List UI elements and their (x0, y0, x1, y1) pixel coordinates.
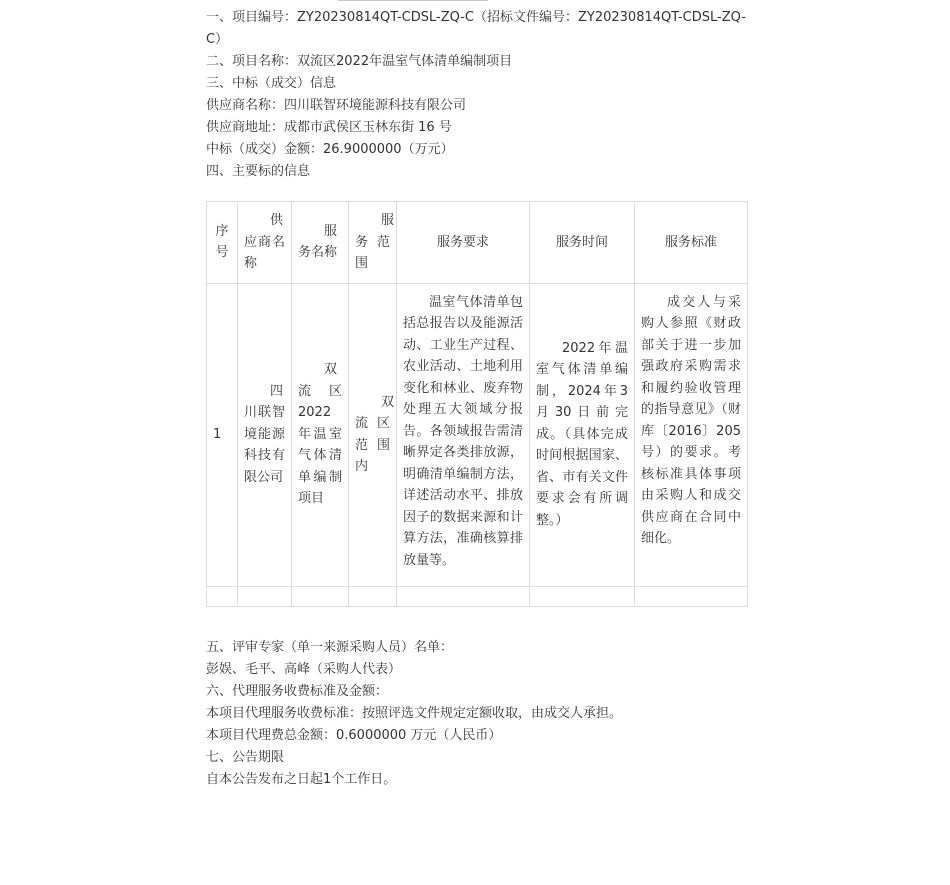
fee-heading: 六、代理服务收费标准及金额： (206, 683, 389, 699)
header-standard: 服务标准 (635, 202, 748, 284)
project-number: 一、项目编号：ZY20230814QT-CDSL-ZQ-C（招标文件编号：ZY20230814QT-CDSL-ZQ-C） (206, 10, 746, 47)
header-no: 序号 (207, 202, 238, 284)
header-requirement: 服务要求 (397, 202, 530, 284)
fee-total: 本项目代理费总金额：0.6000000 万元（人民币） (206, 727, 502, 743)
fee-standard: 本项目代理服务收费标准：按照评选文件规定定额收取，由成交人承担。 (206, 705, 623, 721)
main-subject-heading: 四、主要标的信息 (206, 164, 311, 179)
notice-period: 自本公告发布之日起1个工作日。 (206, 771, 397, 787)
cell-supplier: 四川联智境能源科技有限公司 (238, 283, 292, 586)
header-scope: 服务范围 (349, 202, 397, 284)
cell-scope: 双流区范围内 (349, 283, 397, 586)
experts-heading: 五、评审专家（单一来源采购人员）名单： (206, 639, 454, 655)
supplier-address: 供应商地址：成都市武侯区玉林东街 16 号 (206, 120, 452, 135)
table-empty-row (207, 586, 748, 606)
subject-table (206, 201, 748, 607)
top-divider (338, 0, 488, 1)
award-amount: 中标（成交）金额：26.9000000（万元） (206, 142, 454, 157)
experts-list: 彭娱、毛平、高峰（采购人代表） (206, 661, 402, 677)
table-row (207, 283, 748, 586)
header-supplier: 供应商名称 (238, 202, 292, 284)
supplier-name: 供应商名称：四川联智环境能源科技有限公司 (206, 98, 467, 113)
notice-body (206, 7, 748, 791)
header-service-name: 服务名称 (292, 202, 349, 284)
cell-standard: 成交人与采购人参照《财政部关于进一步加强政府采购需求和履约验收管理的指导意见》（财库〔2016〕205号）的要求。考核标准具体事项由采购人和成交供应商在合同中细化。 (635, 283, 748, 586)
cell-no: 1 (207, 283, 238, 586)
cell-time: 2022年温室气体清单编制，2024年3月30日前完成。（具体完成时间根据国家、省、市有关文件要求会有所调整。） (530, 283, 635, 586)
cell-requirement: 温室气体清单包括总报告以及能源活动、工业生产过程、农业活动、土地利用变化和林业、废弃物处理五大领域分报告。各领域报告需清晰界定各类排放源，明确清单编制方法，详述活动水平、排放因子的数据来源和计算方法，准确核算排放量等。 (397, 283, 530, 586)
cell-service-name: 双流区2022年温室气体清单编制项目 (292, 283, 349, 586)
table-header-row (207, 202, 748, 284)
header-time: 服务时间 (530, 202, 635, 284)
notice-period-heading: 七、公告期限 (206, 749, 285, 765)
project-name: 二、项目名称：双流区2022年温室气体清单编制项目 (206, 54, 513, 69)
award-info-heading: 三、中标（成交）信息 (206, 76, 337, 91)
